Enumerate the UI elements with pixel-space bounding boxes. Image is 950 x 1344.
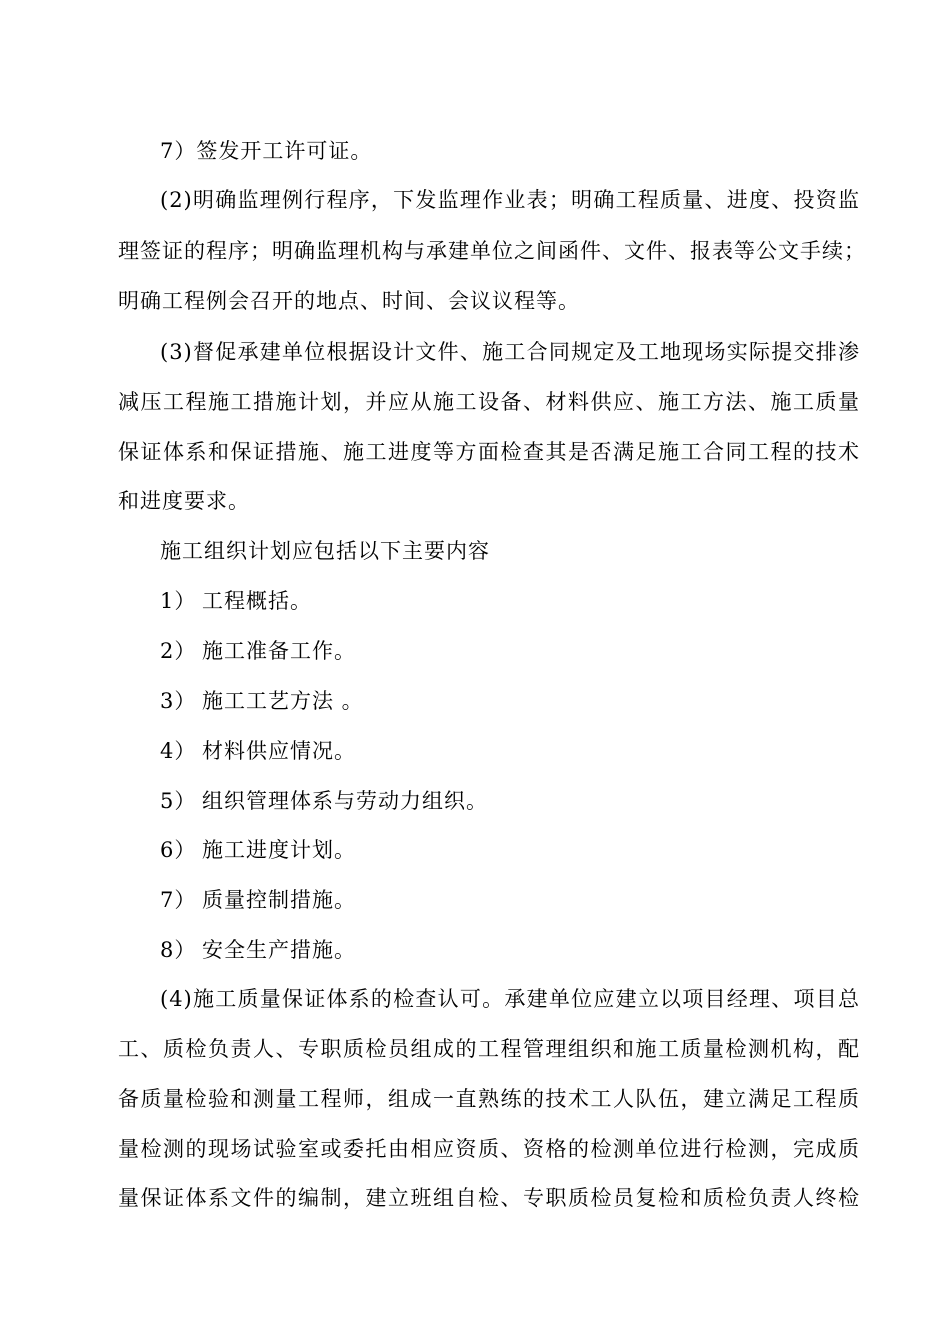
paragraph-line: (4)施工质量保证体系的检查认可。承建单位应建立以项目经理、项目总 [160, 987, 860, 1011]
list-item-text: 安全生产措施。 [202, 938, 356, 962]
list-item-text: 施工进度计划。 [202, 838, 356, 862]
paragraph-line: 理签证的程序；明确监理机构与承建单位之间函件、文件、报表等公文手续； [118, 239, 866, 263]
section-intro-line: 施工组织计划应包括以下主要内容 [160, 539, 490, 563]
list-item [160, 835, 356, 865]
paragraph-line: 工、质检负责人、专职质检员组成的工程管理组织和施工质量检测机构，配 [118, 1037, 860, 1061]
list-item-text: 施工准备工作。 [202, 639, 356, 663]
paragraph-line: 7）签发开工许可证。 [160, 139, 373, 163]
list-item-number: 3） [160, 689, 197, 713]
paragraph-line: 明确工程例会召开的地点、时间、会议议程等。 [118, 289, 580, 313]
list-item-number: 4） [160, 739, 197, 763]
list-item-text: 工程概括。 [202, 589, 312, 613]
list-item [160, 686, 364, 716]
list-item [160, 786, 488, 816]
list-item [160, 586, 312, 616]
paragraph-line: (3)督促承建单位根据设计文件、施工合同规定及工地现场实际提交排渗 [160, 340, 860, 364]
list-item [160, 636, 356, 666]
paragraph-line: (2)明确监理例行程序，下发监理作业表；明确工程质量、进度、投资监 [160, 188, 860, 212]
list-item-number: 6） [160, 838, 197, 862]
paragraph-line: 备质量检验和测量工程师，组成一直熟练的技术工人队伍，建立满足工程质 [118, 1087, 860, 1111]
paragraph-line: 保证体系和保证措施、施工进度等方面检查其是否满足施工合同工程的技术 [118, 440, 860, 464]
list-item [160, 736, 356, 766]
list-item-number: 5） [160, 789, 197, 813]
list-item-number: 8） [160, 938, 197, 962]
list-item-text: 材料供应情况。 [202, 739, 356, 763]
paragraph-line: 和进度要求。 [118, 489, 250, 513]
list-item-number: 7） [160, 888, 197, 912]
list-item-text: 组织管理体系与劳动力组织。 [202, 789, 488, 813]
paragraph-line: 减压工程施工措施计划，并应从施工设备、材料供应、施工方法、施工质量 [118, 390, 860, 414]
list-item-text: 质量控制措施。 [202, 888, 356, 912]
paragraph-line: 量检测的现场试验室或委托由相应资质、资格的检测单位进行检测，完成质 [118, 1137, 860, 1161]
list-item [160, 935, 356, 965]
list-item-number: 2） [160, 639, 197, 663]
list-item [160, 885, 356, 915]
list-item-text: 施工工艺方法 。 [202, 689, 364, 713]
list-item-number: 1） [160, 589, 197, 613]
paragraph-line: 量保证体系文件的编制，建立班组自检、专职质检员复检和质检负责人终检 [118, 1186, 860, 1210]
